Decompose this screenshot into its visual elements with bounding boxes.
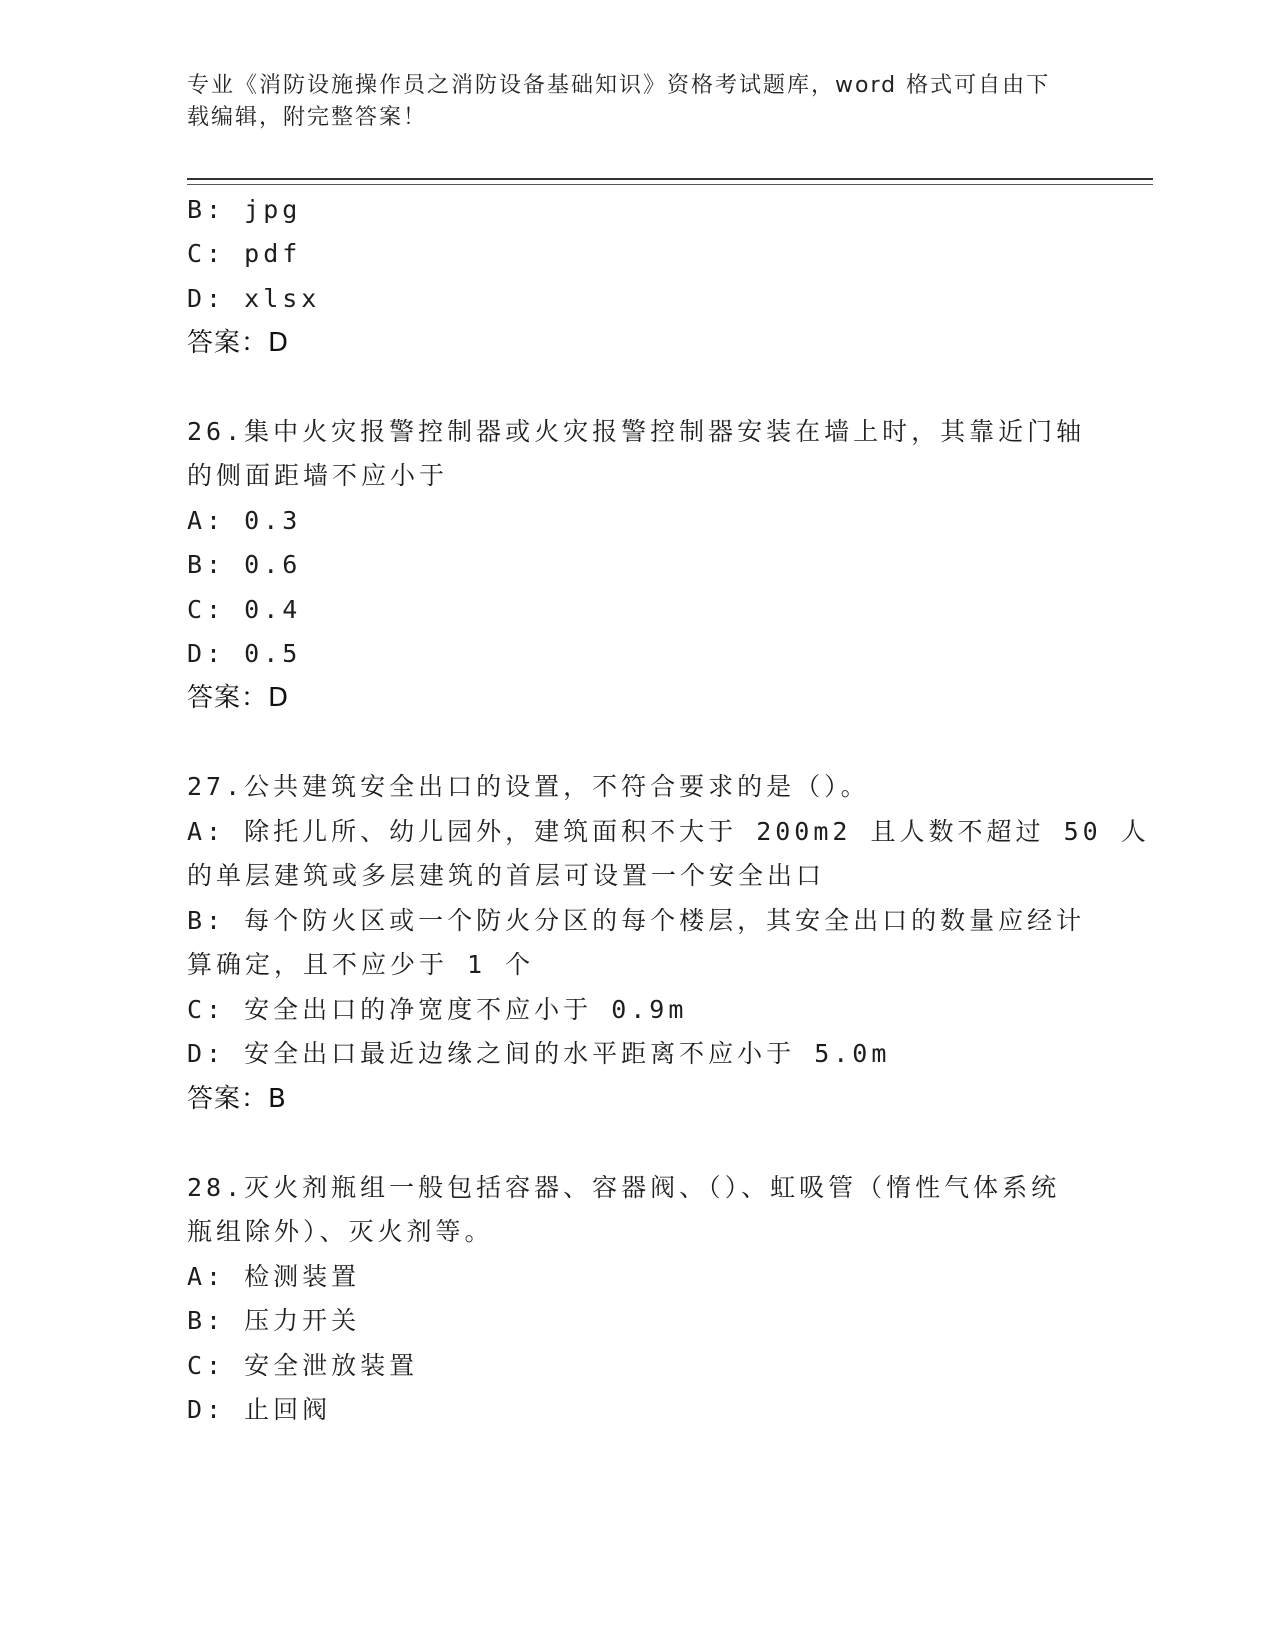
q27-answer: 答案：B xyxy=(187,1084,287,1114)
q26-option-b: B: 0.6 xyxy=(187,550,302,579)
q25-answer: 答案：D xyxy=(187,328,290,358)
q27-option-b-line-2: 算确定，且不应少于 1 个 xyxy=(187,950,535,979)
q25-option-c: C: pdf xyxy=(187,239,302,268)
q26-option-c: C: 0.4 xyxy=(187,595,302,624)
q28-stem-line-1: 28.灭火剂瓶组一般包括容器、容器阀、（）、虹吸管（惰性气体系统 xyxy=(187,1173,1061,1202)
q26-option-a: A: 0.3 xyxy=(187,506,302,535)
header-line-1: 专业《消防设施操作员之消防设备基础知识》资格考试题库，word 格式可自由下 xyxy=(187,73,1051,98)
q26-stem-line-1: 26.集中火灾报警控制器或火灾报警控制器安装在墙上时，其靠近门轴 xyxy=(187,417,1086,446)
page-header xyxy=(187,70,1067,134)
q27-option-a-line-2: 的单层建筑或多层建筑的首层可设置一个安全出口 xyxy=(187,861,826,890)
q27-option-c: C: 安全出口的净宽度不应小于 0.9m xyxy=(187,995,688,1024)
q28-option-b: B: 压力开关 xyxy=(187,1306,361,1335)
q27-stem: 27.公共建筑安全出口的设置，不符合要求的是（）。 xyxy=(187,772,870,801)
q26-stem-line-2: 的侧面距墙不应小于 xyxy=(187,461,449,490)
q25-option-d: D: xlsx xyxy=(187,284,321,313)
header-line-2: 载编辑，附完整答案！ xyxy=(187,105,428,130)
q27-option-d: D: 安全出口最近边缘之间的水平距离不应小于 5.0m xyxy=(187,1039,891,1068)
q28-option-c: C: 安全泄放装置 xyxy=(187,1351,419,1380)
q28-option-a: A: 检测装置 xyxy=(187,1262,361,1291)
q28-stem-line-2: 瓶组除外）、灭火剂等。 xyxy=(187,1217,494,1246)
header-rule-thick xyxy=(187,178,1153,180)
q26-answer: 答案：D xyxy=(187,683,290,713)
q26-option-d: D: 0.5 xyxy=(187,639,302,668)
q27-option-a-line-1: A: 除托儿所、幼儿园外，建筑面积不大于 200m2 且人数不超过 50 人 xyxy=(187,817,1150,846)
q27-option-b-line-1: B: 每个防火区或一个防火分区的每个楼层，其安全出口的数量应经计 xyxy=(187,906,1086,935)
q28-option-d: D: 止回阀 xyxy=(187,1395,332,1424)
header-rule-thin xyxy=(187,184,1153,185)
q25-option-b: B: jpg xyxy=(187,195,302,224)
